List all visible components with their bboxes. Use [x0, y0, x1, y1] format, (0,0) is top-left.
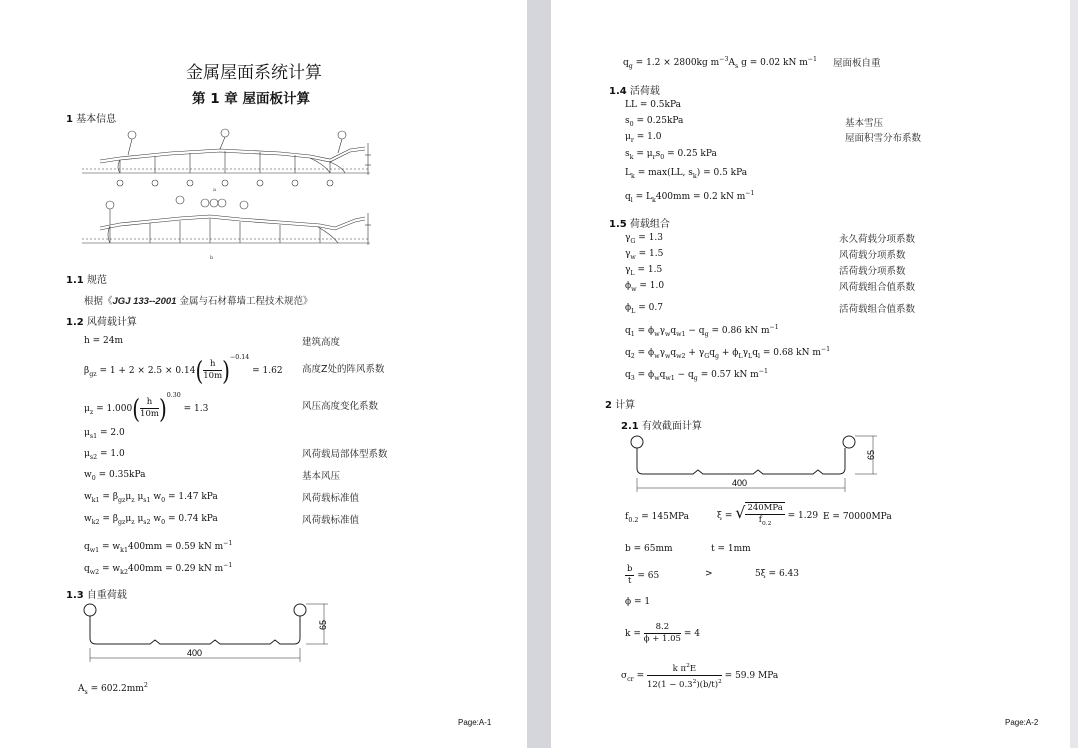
eq-lk: $L_k = \max(LL$, $s_k) = 0.5$ kPa [625, 168, 748, 180]
drawing-a-label: a [213, 187, 216, 193]
fraction-den: ϕ + 1.05 [643, 634, 681, 644]
exponent: 0.30 [166, 392, 181, 399]
eq-value: = 1.2 × 2800kg m [635, 58, 720, 68]
section-title: 基本信息 [76, 114, 117, 125]
eq-mu-r: $\mu_r = 1.0$ [625, 132, 662, 144]
eq-result: = 0.57 kN m [700, 370, 759, 380]
section-number: 1.2 [66, 317, 84, 328]
eq-result: = 1.29 [787, 511, 819, 521]
fraction-den: 10m [203, 371, 223, 381]
eq-f02: $f_{0.2} = 145MPa$ [625, 512, 690, 524]
page-number: Page:A-1 [458, 718, 492, 727]
eq-5xi: 5ξ = 6.43 [755, 569, 799, 579]
section-1-1-heading [66, 271, 107, 286]
eq-mu-z-result: = 1.3 [183, 404, 209, 414]
fraction-num: h [140, 397, 159, 409]
section-1-heading [66, 110, 116, 125]
label-mu-r: 屋面积雪分布系数 [845, 133, 922, 144]
panel-profile-drawing [80, 600, 340, 664]
code-text-prefix: 根据《 [84, 296, 113, 307]
eq-value: = 1.3 [638, 233, 664, 243]
eq-result: 400mm = 0.2 kN m [655, 192, 746, 202]
eq-mu-z-coef: = 1.000 [96, 404, 133, 414]
eq-value: = 1.5 [637, 265, 663, 275]
eq-result: = max(LL, s [637, 168, 693, 178]
eq-value: = 602.2mm [90, 684, 144, 694]
label-gamma-l: 活荷载分项系数 [839, 266, 906, 277]
eq-result: = 0.25 kPa [667, 149, 717, 159]
section-title: 活荷载 [629, 86, 660, 97]
eq-h: h = 24m [84, 336, 124, 346]
panel-profile-drawing-2 [625, 432, 885, 494]
fraction-num: 240MPa [747, 503, 783, 513]
eq-e: E = 70000MPa [823, 512, 892, 522]
eq-b: b = 65mm [625, 544, 673, 554]
document-page-2 [551, 0, 1078, 748]
section-1-4-heading [609, 82, 660, 97]
eq-wk2: $w_{k2} = \beta_{gz}\mu_z$ $\mu_{s2}$ $w_0 = 0.74$ kPa [84, 514, 218, 526]
label-wk1: 风荷载标准值 [302, 493, 360, 504]
label-beta-gz: 高度Z处的阵风系数 [302, 364, 385, 375]
eq-q2: $q_2 = \phi_w\gamma_wq_{w2} + \gamma_Gq_g + \phi_L\gamma_Lq_l = 0.68$ kN $m^{-1}$ [625, 346, 831, 360]
eq-sigma-cr: $\sigma_{cr}$ = $\frac{k \pi^2E}{12(1 - 0.3^2)(b/t)^2}$ = 59.9 MPa [621, 662, 779, 690]
eq-gamma-w: $\gamma_w = 1.5$ [625, 249, 664, 261]
eq-value: = 1.0 [639, 281, 665, 291]
section-1-2-heading [66, 313, 137, 328]
eq-result: = 0.74 kPa [168, 514, 218, 524]
fraction-num: 8.2 [644, 622, 681, 634]
drawing-b-label: b [210, 255, 214, 261]
label-qg: 屋面板自重 [833, 58, 881, 69]
section-number: 1.5 [609, 219, 627, 230]
fraction-den: 10m [140, 409, 159, 419]
eq-beta-gz-coef: = 1 + 2 × 2.5 × 0.14 [99, 366, 196, 376]
section-title: 计算 [615, 400, 636, 411]
section-number: 1 [66, 114, 73, 125]
dim-height: 65 [866, 449, 876, 460]
eq-result: 400mm = 0.29 kN m [127, 564, 224, 574]
vertical-scrollbar[interactable] [1070, 0, 1078, 748]
label-phi-w: 风荷载组合值系数 [839, 282, 916, 293]
fraction [203, 359, 222, 382]
eq-value: = 1.0 [99, 449, 125, 459]
label-gamma-g: 永久荷载分项系数 [839, 234, 916, 245]
eq-value: = 0.35kPa [98, 470, 146, 480]
section-2-1-heading [621, 417, 702, 432]
label-w0: 基本风压 [302, 471, 341, 482]
dim-width: 400 [732, 478, 748, 488]
eq-result: g = 0.02 kN m [741, 58, 808, 68]
section-number: 1.1 [66, 275, 84, 286]
eq-qg: $q_g = 1.2 \times 2800kg$ $m^{-3}A_s$ g = 0.02 kN $m^{-1}$ [623, 56, 818, 70]
document-title: 金属屋面系统计算 [186, 63, 322, 83]
page-gutter [527, 0, 551, 748]
chapter-heading: 第 1 章 屋面板计算 [192, 91, 310, 107]
eq-gamma-l: $\gamma_L = 1.5$ [625, 265, 663, 277]
eq-w0: $w_0 = 0.35kPa$ [84, 470, 146, 482]
eq-value: = 0.25kPa [636, 116, 684, 126]
section-title: 荷载组合 [629, 219, 670, 230]
eq-value: = 145MPa [641, 512, 690, 522]
eq-value: = 1.0 [636, 132, 662, 142]
exponent: −0.14 [229, 354, 250, 361]
roof-profile-b [100, 215, 365, 227]
fraction: $\frac{\text{240MPa}}{f_{0.2}}$ [747, 503, 783, 527]
dim-width: 400 [187, 648, 203, 658]
eq-ql: $q_l = L_k400mm = 0.2$ kN $m^{-1}$ [625, 190, 755, 204]
eq-xi: ξ = √ $\frac{\text{240MPa}}{f_{0.2}}$ = 1.29 [717, 503, 819, 527]
eq-sk: $s_k = \mu_rs_0 = 0.25$ kPa [625, 149, 717, 161]
section-title: 风荷载计算 [86, 317, 137, 328]
fraction-num: h [203, 359, 222, 371]
label-mu-z: 风压高度变化系数 [302, 401, 379, 412]
eq-as: $A_s = 602.2mm^2$ [78, 682, 148, 696]
eq-beta-gz: $\beta_{gz} = 1 + 2 \times 2.5 \times 0.14$( $\frac{h}{10m}$ )$^{-0.14}$ = 1.62 [84, 354, 283, 387]
eq-phi: ϕ = 1 [625, 597, 651, 607]
fraction [644, 622, 681, 645]
eq-value: = β [102, 492, 119, 502]
eq-k: k = $\frac{8.2}{\phi + 1.05}$ = 4 [625, 622, 700, 644]
eq-ll: LL = 0.5kPa [625, 100, 681, 110]
eq-result: 400mm = 0.59 kN m [127, 542, 224, 552]
eq-result: = 1.47 kPa [168, 492, 218, 502]
document-page-1 [0, 0, 527, 748]
section-2-heading [605, 396, 635, 411]
section-1-5-heading [609, 215, 670, 230]
section-number: 2.1 [621, 421, 639, 432]
code-text-suffix: 金属与石材幕墙工程技术规范》 [179, 296, 313, 307]
label-h: 建筑高度 [302, 337, 341, 348]
eq-qw2: $q_{w2} = w_{k2}400mm = 0.29$ kN $m^{-1}$ [84, 562, 233, 576]
dim-height: 65 [318, 619, 328, 630]
eq-b-over-t: $\frac{b}{t}$ = 65 [627, 564, 660, 586]
section-title: 自重荷载 [86, 590, 127, 601]
eq-value: = β [102, 514, 119, 524]
label-s0: 基本雪压 [845, 118, 884, 129]
eq-value: = 2.0 [99, 428, 125, 438]
roof-elevation-drawings [80, 125, 380, 265]
eq-phi-w: $\phi_w = 1.0$ [625, 281, 665, 293]
section-title: 有效截面计算 [641, 421, 702, 432]
eq-qw1: $q_{w1} = w_{k1}400mm = 0.59$ kN $m^{-1}$ [84, 540, 233, 554]
eq-result: = 4 [683, 629, 700, 639]
eq-phi-l: $\phi_L = 0.7$ [625, 303, 663, 315]
eq-result-tail: ) = 0.5 kPa [696, 168, 748, 178]
section-number: 2 [605, 400, 612, 411]
eq-mu-z: $\mu_z = 1.000$( $\frac{h}{10m}$ )$^{0.30}$ = 1.3 [84, 392, 209, 425]
fraction [140, 397, 159, 420]
eq-t: t = 1mm [711, 544, 751, 554]
section-1-3-heading [66, 586, 127, 601]
eq-result: = 65 [637, 571, 660, 581]
eq-result: = 0.86 kN m [711, 326, 770, 336]
eq-mu-s1: $\mu_{s1} = 2.0$ [84, 428, 125, 440]
code-reference [84, 293, 312, 307]
label-wk2: 风荷载标准值 [302, 515, 360, 526]
fraction: $\frac{k \pi^2E}{12(1 - 0.3^2)(b/t)^2}$ [646, 662, 722, 690]
section-number: 1.4 [609, 86, 627, 97]
label-mu-s2: 风荷载局部体型系数 [302, 449, 388, 460]
eq-result: = 59.9 MPa [724, 671, 779, 681]
comparison-sign: > [705, 569, 713, 579]
eq-q3: $q_3 = \phi_wq_{w1} - q_g = 0.57$ kN $m^{-1}$ [625, 368, 769, 382]
section-title: 规范 [86, 275, 107, 286]
eq-value: = 0.7 [638, 303, 663, 313]
code-number: JGJ 133--2001 [112, 296, 177, 307]
eq-value: = 1.5 [638, 249, 664, 259]
eq-mu-s2: $\mu_{s2} = 1.0$ [84, 449, 125, 461]
eq-s0: $s_0 = 0.25kPa$ [625, 116, 684, 128]
eq-result: = 0.68 kN m [762, 348, 821, 358]
eq-wk1: $w_{k1} = \beta_{gz}\mu_z$ $\mu_{s1}$ $w_0 = 1.47$ kPa [84, 492, 218, 504]
section-number: 1.3 [66, 590, 84, 601]
eq-gamma-g: $\gamma_G = 1.3$ [625, 233, 664, 245]
label-gamma-w: 风荷载分项系数 [839, 250, 906, 261]
eq-beta-gz-result: = 1.62 [252, 366, 283, 376]
label-phi-l: 活荷载组合值系数 [839, 304, 916, 315]
page-number: Page:A-2 [1005, 718, 1039, 727]
eq-q1: $q_1 = \phi_w\gamma_wq_{w1} - q_g = 0.86$ kN $m^{-1}$ [625, 324, 779, 338]
